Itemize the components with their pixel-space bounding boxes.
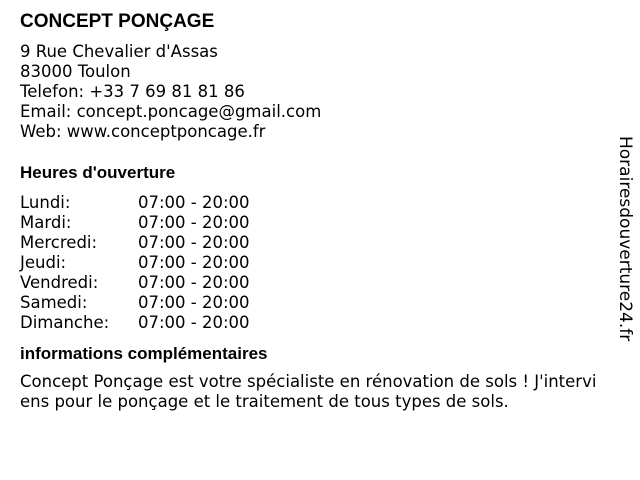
hours-row-tuesday bbox=[20, 213, 600, 233]
time-range: 07:00 - 20:00 bbox=[138, 293, 250, 312]
hours-heading: Heures d'ouverture bbox=[20, 163, 176, 182]
time-range: 07:00 - 20:00 bbox=[138, 273, 250, 292]
address-line-1: 9 Rue Chevalier d'Assas bbox=[20, 42, 218, 61]
time-range: 07:00 - 20:00 bbox=[138, 233, 250, 252]
info-description: Concept Ponçage est votre spécialiste en rénovation de sols ! J'interviens pour le ponçage et le traitement de tous types de sols. bbox=[20, 372, 597, 411]
hours-list bbox=[20, 193, 600, 333]
time-range: 07:00 - 20:00 bbox=[138, 253, 250, 272]
hours-row-thursday bbox=[20, 253, 600, 273]
business-name: CONCEPT PONÇAGE bbox=[20, 11, 215, 32]
day-label: Samedi: bbox=[20, 293, 88, 312]
time-range: 07:00 - 20:00 bbox=[138, 213, 250, 232]
hours-row-saturday bbox=[20, 293, 600, 313]
day-label: Vendredi: bbox=[20, 273, 99, 292]
day-label: Lundi: bbox=[20, 193, 71, 212]
time-range: 07:00 - 20:00 bbox=[138, 313, 250, 332]
day-label: Mardi: bbox=[20, 213, 72, 232]
hours-row-friday bbox=[20, 273, 600, 293]
time-range: 07:00 - 20:00 bbox=[138, 193, 250, 212]
address-line-2: 83000 Toulon bbox=[20, 62, 131, 81]
hours-row-wednesday bbox=[20, 233, 600, 253]
email-line: Email: concept.poncage@gmail.com bbox=[20, 102, 322, 121]
site-watermark: Horairesdouverture24.fr bbox=[615, 136, 635, 342]
phone-line: Telefon: +33 7 69 81 81 86 bbox=[20, 82, 245, 101]
hours-row-sunday bbox=[20, 313, 600, 333]
info-heading: informations complémentaires bbox=[20, 344, 268, 363]
web-line: Web: www.conceptponcage.fr bbox=[20, 122, 266, 141]
day-label: Dimanche: bbox=[20, 313, 110, 332]
hours-row-monday bbox=[20, 193, 600, 213]
business-card bbox=[20, 8, 600, 412]
day-label: Jeudi: bbox=[20, 253, 67, 272]
day-label: Mercredi: bbox=[20, 233, 98, 252]
